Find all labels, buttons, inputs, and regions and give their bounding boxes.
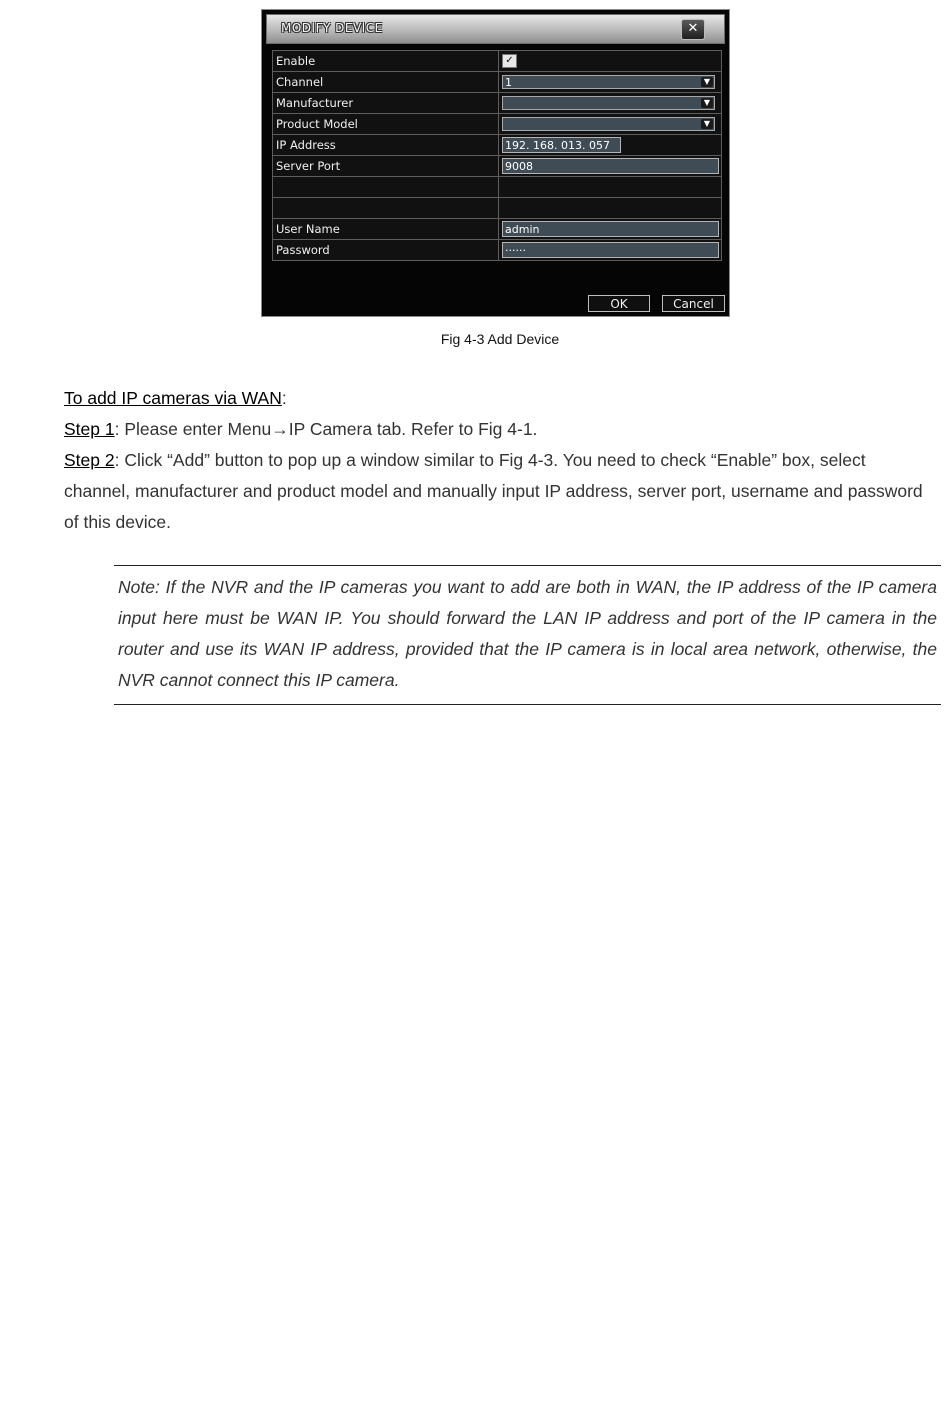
dialog-titlebar (266, 14, 725, 44)
step-1-text: : Please enter Menu (114, 419, 272, 439)
empty-label (273, 198, 499, 219)
form-row-server-port (273, 156, 722, 177)
user-name-label: User Name (273, 219, 499, 240)
check-icon: ✓ (505, 55, 514, 67)
manufacturer-label: Manufacturer (273, 93, 499, 114)
heading-text: To add IP cameras via WAN (64, 388, 282, 408)
modify-device-dialog (261, 9, 730, 317)
step-1-text-after: IP Camera tab. Refer to Fig 4-1. (288, 419, 538, 439)
form-row-empty (273, 177, 722, 198)
server-port-cell (499, 156, 722, 177)
ok-button[interactable]: OK (588, 295, 650, 312)
channel-label: Channel (273, 72, 499, 93)
step-2 (64, 445, 924, 538)
enable-cell (499, 51, 722, 72)
password-label: Password (273, 240, 499, 261)
empty-cell (499, 198, 722, 219)
manufacturer-select[interactable] (502, 96, 715, 110)
section-heading (64, 383, 924, 414)
channel-cell (499, 72, 722, 93)
step-2-label: Step 2 (64, 450, 115, 470)
cancel-button[interactable]: Cancel (662, 295, 725, 312)
step-2-text: : Click “Add” button to pop up a window similar to Fig 4-3. You need to check “Enable” box, select channel, manufacturer and product model and manually input IP address, server port, username and password of this device. (64, 450, 923, 532)
product-model-cell (499, 114, 722, 135)
form-row-user-name (273, 219, 722, 240)
channel-select[interactable] (502, 75, 715, 89)
channel-value: 1 (505, 76, 512, 89)
heading-suffix: : (281, 388, 287, 408)
enable-checkbox[interactable] (502, 54, 517, 68)
arrow-right-icon: → (271, 419, 289, 439)
form-row-password (273, 240, 722, 261)
ip-address-field[interactable]: 192. 168. 013. 057 (502, 137, 621, 153)
empty-cell (499, 177, 722, 198)
form-row-manufacturer (273, 93, 722, 114)
figure-caption: Fig 4-3 Add Device (440, 331, 560, 347)
note-box (114, 565, 941, 705)
server-port-field[interactable]: 9008 (502, 158, 719, 174)
form-row-product-model (273, 114, 722, 135)
product-model-select[interactable] (502, 117, 715, 131)
note-text: Note: If the NVR and the IP cameras you want to add are both in WAN, the IP address of the IP camera input here must be WAN IP. You should forward the LAN IP address and port of the IP camera in the router and use its WAN IP address, provided that the IP camera is in local area network, otherwise, the NVR cannot connect this IP camera. (118, 577, 937, 690)
form-row-empty (273, 198, 722, 219)
form-row-channel (273, 72, 722, 93)
user-name-field[interactable]: admin (502, 221, 719, 237)
close-button[interactable] (681, 19, 705, 40)
step-1 (64, 414, 924, 445)
step-1-label: Step 1 (64, 419, 115, 439)
close-icon: ✕ (687, 21, 699, 36)
product-model-label: Product Model (273, 114, 499, 135)
chevron-down-icon: ▼ (701, 119, 713, 129)
manufacturer-cell (499, 93, 722, 114)
chevron-down-icon: ▼ (701, 98, 713, 108)
user-name-cell (499, 219, 722, 240)
empty-label (273, 177, 499, 198)
password-field[interactable]: ······ (502, 242, 719, 258)
server-port-label: Server Port (273, 156, 499, 177)
device-form (272, 50, 722, 261)
ip-address-label: IP Address (273, 135, 499, 156)
form-row-enable (273, 51, 722, 72)
form-row-ip-address (273, 135, 722, 156)
dialog-title: MODIFY DEVICE (281, 21, 383, 35)
chevron-down-icon: ▼ (701, 77, 713, 87)
ip-address-cell (499, 135, 722, 156)
enable-label: Enable (273, 51, 499, 72)
password-cell (499, 240, 722, 261)
